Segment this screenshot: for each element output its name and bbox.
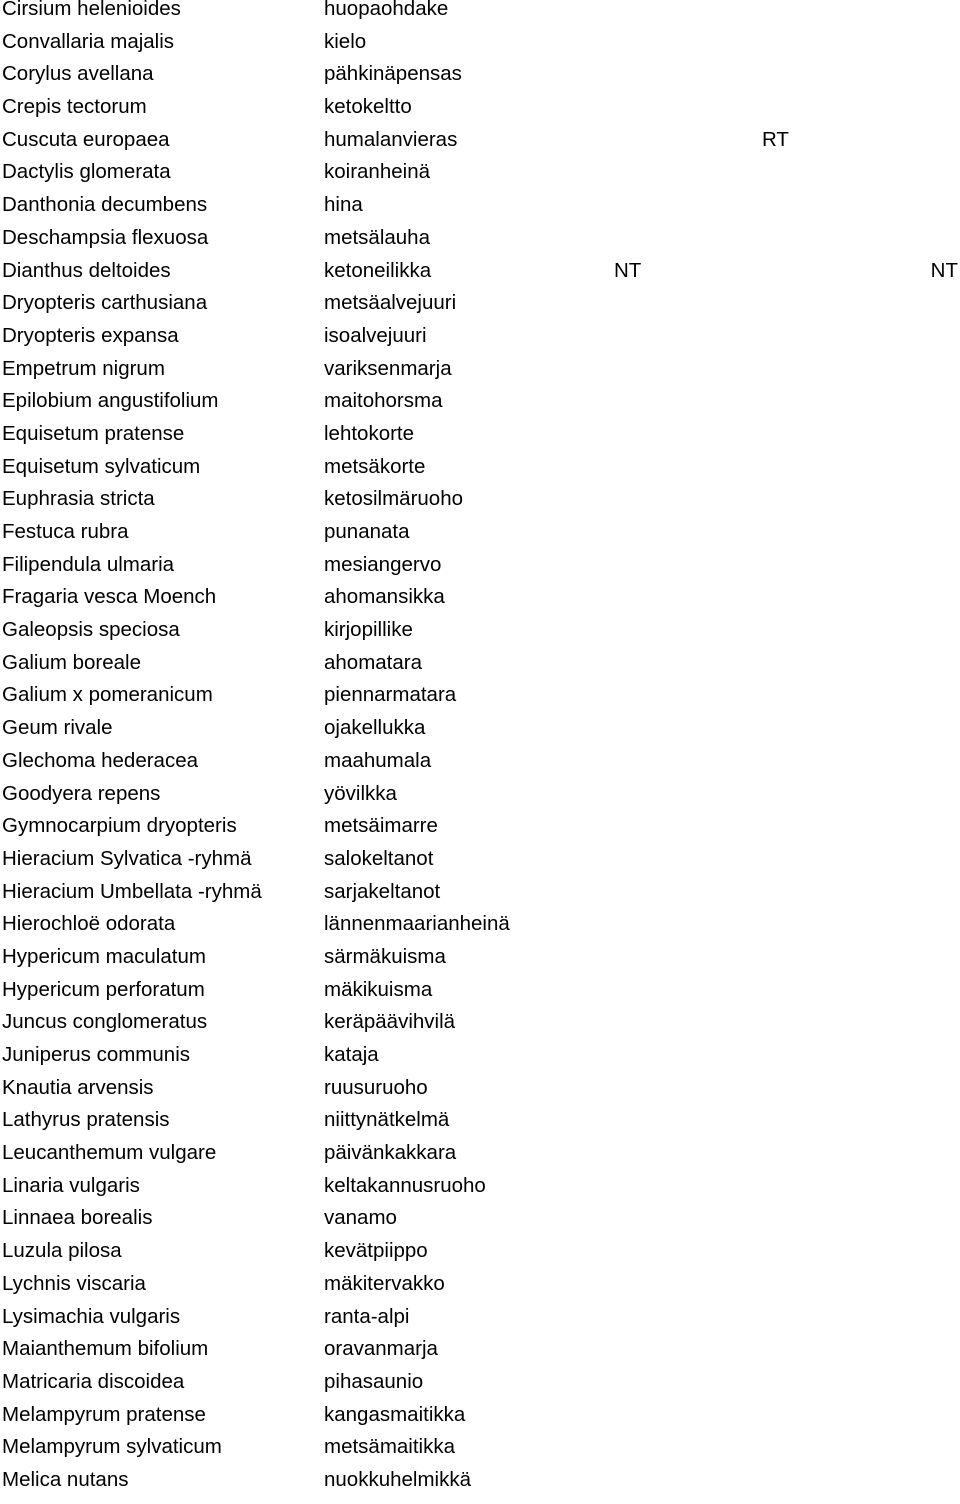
table-row: [0, 944, 960, 981]
finnish-name-cell: piennarmatara: [324, 683, 457, 707]
latin-name-cell: Filipendula ulmaria: [2, 552, 175, 576]
finnish-name-cell: ahomansikka: [324, 585, 445, 609]
table-row: [0, 454, 960, 491]
table-row: [0, 1141, 960, 1177]
latin-name-cell: Hieracium Umbellata -ryhmä: [2, 879, 262, 903]
table-row: [0, 1467, 960, 1504]
finnish-name-cell: huopaohdake: [324, 0, 449, 20]
finnish-name-cell: kataja: [324, 1043, 379, 1066]
finnish-name-cell: ranta-alpi: [324, 1304, 410, 1328]
latin-name-cell: Deschampsia flexuosa: [2, 225, 209, 249]
finnish-name-cell: nuokkuhelmikkä: [324, 1467, 471, 1491]
latin-name-cell: Luzula pilosa: [2, 1239, 122, 1263]
table-row: [0, 1337, 960, 1373]
finnish-name-cell: metsäimarre: [324, 814, 438, 838]
latin-name-cell: Geum rivale: [2, 716, 113, 740]
finnish-name-cell: kielo: [324, 29, 367, 53]
table-row: [0, 879, 960, 916]
finnish-name-cell: mäkikuisma: [324, 977, 433, 1001]
finnish-name-cell: maitohorsma: [324, 389, 443, 413]
finnish-name-cell: päivänkakkara: [324, 1141, 457, 1165]
latin-name-cell: Galium x pomeranicum: [2, 683, 213, 707]
table-row: [0, 225, 960, 262]
table-row: [0, 683, 960, 719]
table-row: [0, 389, 960, 425]
finnish-name-cell: lehtokorte: [324, 421, 415, 445]
table-row: [0, 1206, 960, 1242]
finnish-name-cell: lännenmaarianheinä: [324, 912, 510, 936]
table-row: [0, 846, 960, 883]
table-row: [0, 127, 960, 164]
latin-name-cell: Festuca rubra: [2, 520, 129, 543]
latin-name-cell: Hypericum maculatum: [2, 944, 206, 968]
latin-name-cell: Juniperus communis: [2, 1043, 190, 1066]
finnish-name-cell: mäkitervakko: [324, 1271, 445, 1295]
finnish-name-cell: metsämaitikka: [324, 1435, 456, 1459]
table-row: [0, 814, 960, 850]
latin-name-cell: Lysimachia vulgaris: [2, 1304, 181, 1328]
finnish-name-cell: maahumala: [324, 748, 432, 772]
latin-name-cell: Corylus avellana: [2, 62, 154, 86]
latin-name-cell: Hieracium Sylvatica -ryhmä: [2, 846, 252, 870]
latin-name-cell: Crepis tectorum: [2, 95, 147, 119]
table-row: [0, 977, 960, 1014]
table-row: [0, 716, 960, 752]
latin-name-cell: Galeopsis speciosa: [2, 618, 180, 642]
table-row: [0, 356, 960, 393]
table-row: [0, 258, 960, 295]
table-row: [0, 552, 960, 589]
table-row: [0, 1173, 960, 1210]
status-cell-c: NT: [930, 258, 958, 282]
latin-name-cell: Dianthus deltoides: [2, 258, 171, 282]
table-row: [0, 1435, 960, 1471]
finnish-name-cell: punanata: [324, 520, 410, 543]
latin-name-cell: Lychnis viscaria: [2, 1271, 146, 1295]
finnish-name-cell: kevätpiippo: [324, 1239, 428, 1263]
table-row: [0, 1304, 960, 1341]
latin-name-cell: Euphrasia stricta: [2, 487, 155, 511]
latin-name-cell: Goodyera repens: [2, 781, 161, 805]
finnish-name-cell: metsälauha: [324, 225, 430, 249]
finnish-name-cell: metsäkorte: [324, 454, 426, 478]
finnish-name-cell: mesiangervo: [324, 552, 442, 576]
latin-name-cell: Hierochloë odorata: [2, 912, 176, 936]
table-row: [0, 193, 960, 229]
finnish-name-cell: keräpäävihvilä: [324, 1010, 456, 1034]
finnish-name-cell: salokeltanot: [324, 846, 434, 870]
table-row: [0, 1271, 960, 1308]
table-row: [0, 1402, 960, 1439]
latin-name-cell: Cirsium helenioides: [2, 0, 181, 20]
finnish-name-cell: pähkinäpensas: [324, 62, 462, 86]
table-row: [0, 650, 960, 687]
latin-name-cell: Melampyrum pratense: [2, 1402, 206, 1426]
finnish-name-cell: kirjopillike: [324, 618, 413, 642]
finnish-name-cell: pihasaunio: [324, 1369, 424, 1393]
finnish-name-cell: ketokeltto: [324, 95, 412, 119]
latin-name-cell: Maianthemum bifolium: [2, 1337, 209, 1361]
finnish-name-cell: ketoneilikka: [324, 258, 432, 282]
finnish-name-cell: koiranheinä: [324, 160, 430, 184]
table-row: [0, 323, 960, 360]
table-row: [0, 1043, 960, 1079]
table-row: [0, 585, 960, 621]
table-row: [0, 1010, 960, 1046]
finnish-name-cell: hina: [324, 193, 363, 217]
latin-name-cell: Leucanthemum vulgare: [2, 1141, 217, 1165]
latin-name-cell: Equisetum sylvaticum: [2, 454, 201, 478]
table-row: [0, 781, 960, 818]
latin-name-cell: Cuscuta europaea: [2, 127, 170, 151]
latin-name-cell: Dryopteris expansa: [2, 323, 179, 347]
latin-name-cell: Convallaria majalis: [2, 29, 175, 53]
latin-name-cell: Linnaea borealis: [2, 1206, 153, 1230]
finnish-name-cell: vanamo: [324, 1206, 397, 1230]
table-row: [0, 1239, 960, 1275]
finnish-name-cell: yövilkka: [324, 781, 397, 805]
table-row: [0, 487, 960, 523]
table-row: [0, 29, 960, 66]
table-row: [0, 95, 960, 131]
finnish-name-cell: ojakellukka: [324, 716, 426, 740]
table-row: [0, 912, 960, 948]
latin-name-cell: Epilobium angustifolium: [2, 389, 219, 413]
finnish-name-cell: isoalvejuuri: [324, 323, 427, 347]
table-row: [0, 520, 960, 556]
latin-name-cell: Juncus conglomeratus: [2, 1010, 208, 1034]
status-cell-b: RT: [762, 127, 789, 151]
latin-name-cell: Fragaria vesca Moench: [2, 585, 217, 609]
finnish-name-cell: metsäalvejuuri: [324, 291, 457, 315]
latin-name-cell: Melampyrum sylvaticum: [2, 1435, 222, 1459]
finnish-name-cell: keltakannusruoho: [324, 1173, 486, 1197]
finnish-name-cell: oravanmarja: [324, 1337, 438, 1361]
table-row: [0, 1369, 960, 1406]
latin-name-cell: Galium boreale: [2, 650, 142, 674]
finnish-name-cell: kangasmaitikka: [324, 1402, 466, 1426]
table-row: [0, 421, 960, 458]
latin-name-cell: Equisetum pratense: [2, 421, 185, 445]
table-row: [0, 748, 960, 785]
table-row: [0, 1075, 960, 1112]
finnish-name-cell: ahomatara: [324, 650, 423, 674]
table-row: [0, 0, 960, 33]
finnish-name-cell: niittynätkelmä: [324, 1108, 450, 1132]
table-row: [0, 291, 960, 327]
finnish-name-cell: ketosilmäruoho: [324, 487, 464, 511]
table-row: [0, 160, 960, 196]
latin-name-cell: Hypericum perforatum: [2, 977, 205, 1001]
latin-name-cell: Melica nutans: [2, 1467, 129, 1491]
finnish-name-cell: särmäkuisma: [324, 944, 446, 968]
latin-name-cell: Matricaria discoidea: [2, 1369, 185, 1393]
finnish-name-cell: ruusuruoho: [324, 1075, 428, 1099]
finnish-name-cell: humalanvieras: [324, 127, 458, 151]
table-row: [0, 618, 960, 654]
finnish-name-cell: sarjakeltanot: [324, 879, 441, 903]
latin-name-cell: Glechoma hederacea: [2, 748, 199, 772]
latin-name-cell: Knautia arvensis: [2, 1075, 154, 1099]
latin-name-cell: Dactylis glomerata: [2, 160, 171, 184]
latin-name-cell: Linaria vulgaris: [2, 1173, 140, 1197]
table-row: [0, 62, 960, 98]
latin-name-cell: Danthonia decumbens: [2, 193, 208, 217]
latin-name-cell: Dryopteris carthusiana: [2, 291, 208, 315]
latin-name-cell: Empetrum nigrum: [2, 356, 165, 380]
table-row: [0, 1108, 960, 1144]
status-cell-a: NT: [614, 258, 642, 282]
latin-name-cell: Gymnocarpium dryopteris: [2, 814, 237, 838]
finnish-name-cell: variksenmarja: [324, 356, 452, 380]
latin-name-cell: Lathyrus pratensis: [2, 1108, 170, 1132]
